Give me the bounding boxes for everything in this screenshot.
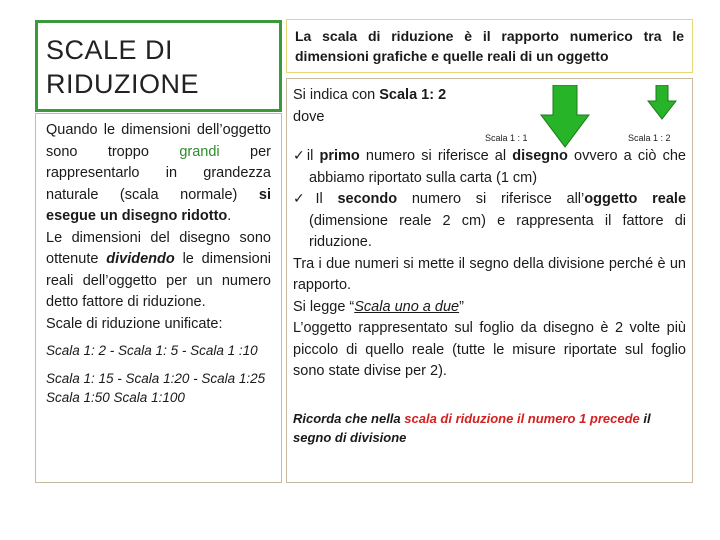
reminder-note <box>293 409 686 447</box>
read-underlined: Scala uno a due <box>354 298 460 315</box>
b2-bold-2: oggetto reale <box>584 191 687 207</box>
read-text-a: Si legge “ <box>293 298 355 315</box>
b1-bold-1: primo <box>319 148 360 164</box>
paragraph-read <box>293 297 686 319</box>
intro-text-b: per rappresentarlo in grandezza naturale (scala normale) <box>46 143 271 203</box>
right-text-box <box>286 78 693 483</box>
green-arrow-large-icon <box>539 85 591 149</box>
b2-bold-1: secondo <box>337 191 398 207</box>
b2-text-b: numero si riferisce all’ <box>397 191 585 207</box>
scale-line-3: Scala 1:50 Scala 1:100 <box>46 390 185 405</box>
b2-text-c: (dimensione reale 2 cm) e rappresenta il fattore di riduzione. <box>309 212 686 250</box>
b1-text-a: il <box>306 148 320 164</box>
indica-line <box>293 85 686 107</box>
paragraph-intro <box>46 120 271 228</box>
indica-text: Si indica con <box>293 87 380 103</box>
definition-text <box>295 26 684 66</box>
intro-end: . <box>227 208 232 224</box>
green-arrow-small-icon <box>647 85 677 121</box>
read-text-b: ” <box>459 298 464 315</box>
bullet-first <box>293 146 686 189</box>
note-text-b: il segno di divisione <box>293 410 651 445</box>
b1-text-b: numero si riferisce al <box>359 148 513 164</box>
dimensions-bold-italic: dividendo <box>106 251 175 267</box>
paragraph-division: Tra i due numeri si mette il segno della divisione perché è un rapporto. <box>293 255 686 293</box>
paragraph-dimensions <box>46 228 271 314</box>
check-icon: ✓ <box>293 191 316 207</box>
scale-list <box>46 341 271 408</box>
dove-line: dove <box>293 108 325 125</box>
note-text-a: Ricorda che nella <box>293 410 405 426</box>
left-text-box <box>35 113 282 483</box>
paragraph-unified: Scale di riduzione unificate: <box>46 315 223 332</box>
b2-text-a: Il <box>315 191 338 207</box>
definition-box <box>286 19 693 73</box>
note-red-text: scala di riduzione il numero 1 precede <box>404 410 640 426</box>
title-box <box>35 20 282 112</box>
b1-text-c: ovvero a ciò che abbiamo riportato sulla carta (1 cm) <box>309 148 686 186</box>
scale-line-1: Scala 1: 2 - Scala 1: 5 - Scala 1 :10 <box>46 343 258 358</box>
intro-bold: si esegue un disegno ridotto <box>46 186 271 224</box>
indica-bold: Scala 1: 2 <box>379 87 447 103</box>
intro-green-word: grandi <box>179 143 220 160</box>
intro-text-a: Quando le dimensioni dell’oggetto sono troppo <box>46 122 271 160</box>
title-line-1: SCALE DI <box>46 35 174 65</box>
bullet-second <box>293 189 686 254</box>
check-icon: ✓ <box>293 148 307 164</box>
title-line-2: RIDUZIONE <box>46 69 199 99</box>
paragraph-object: L’oggetto rappresentato sul foglio da disegno è 2 volte più piccolo di quello reale (tutte le misure riportate sul foglio sono state divise per 2). <box>293 320 686 379</box>
scale-label-2: Scala 1 : 2 <box>628 133 671 143</box>
dimensions-text-b: le dimensioni reali dell’oggetto per un numero detto fattore di riduzione. <box>46 251 271 310</box>
definition-bold: La scala di riduzione è il rapporto numerico tra le dimensioni grafiche e quelle reali di un oggetto <box>295 28 684 64</box>
dimensions-text-a: Le dimensioni del disegno sono ottenute <box>46 229 271 267</box>
scale-line-2: Scala 1: 15 - Scala 1:20 - Scala 1:25 <box>46 370 266 386</box>
b1-bold-2: disegno <box>512 148 568 164</box>
scale-label-1: Scala 1 : 1 <box>485 133 528 143</box>
